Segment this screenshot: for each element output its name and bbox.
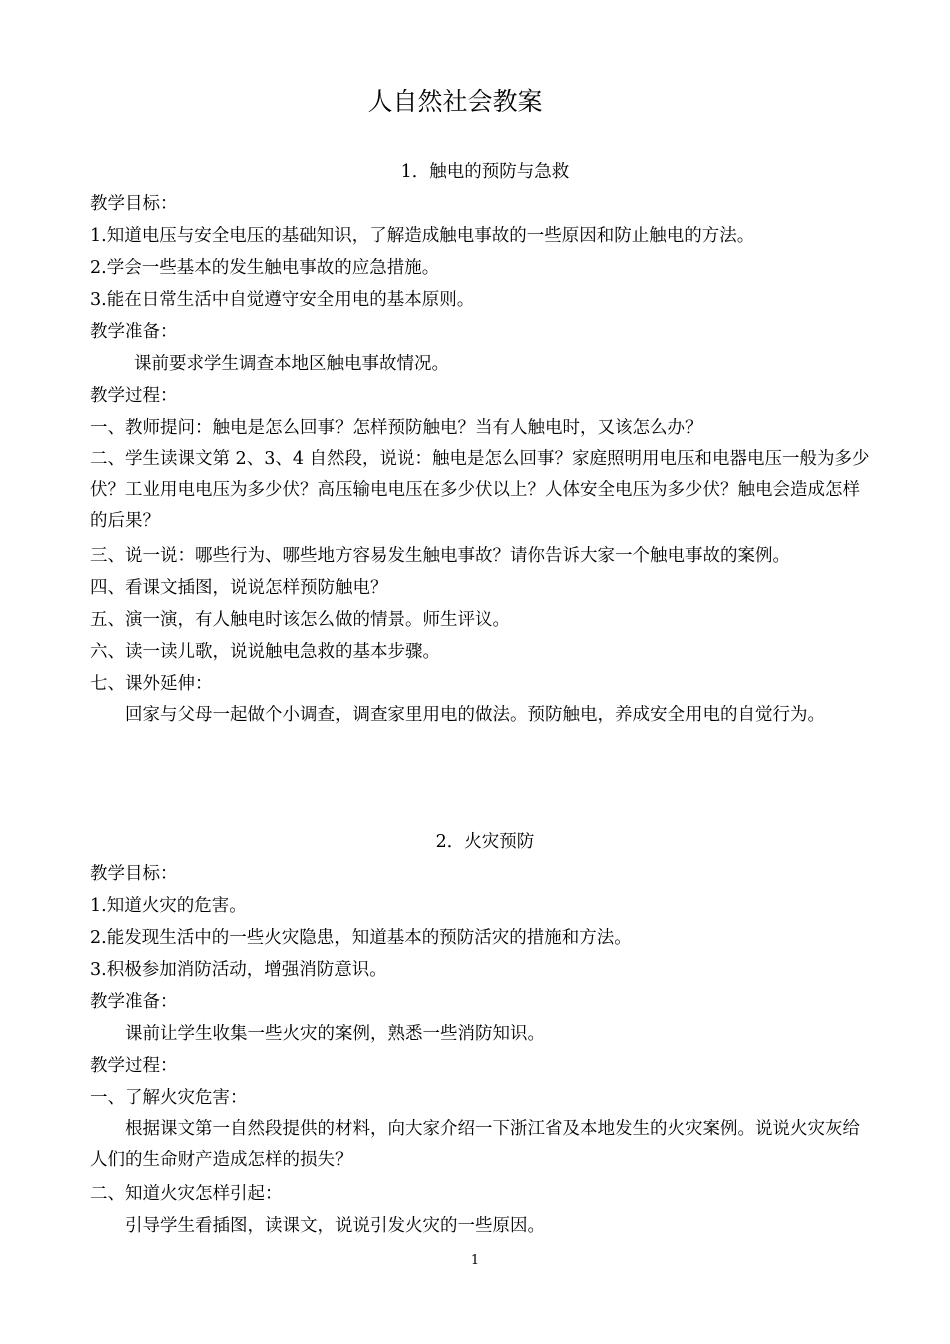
lesson2-goals-label: 教学目标： [90,864,178,884]
lesson1-extension-text: 回家与父母一起做个小调查，调查家里用电的做法。预防触电，养成安全用电的自觉行为。 [125,705,825,725]
lesson2-heading: 2．火灾预防 [435,832,535,852]
lesson2-goal-3: 3.积极参加消防活动，增强消防意识。 [90,960,387,980]
lesson2-prep-text: 课前让学生收集一些火灾的案例，熟悉一些消防知识。 [125,1024,545,1044]
lesson1-step-5: 五、演一演，有人触电时该怎么做的情景。师生评议。 [90,610,510,630]
page-number: 1 [470,1253,480,1268]
lesson2-step2-label: 二、知道火灾怎样引起： [90,1184,283,1204]
lesson2-step2-text: 引导学生看插图，读课文，说说引发火灾的一些原因。 [125,1216,545,1236]
lesson1-prep-label: 教学准备： [90,322,178,342]
lesson1-step-6: 六、读一读儿歌，说说触电急救的基本步骤。 [90,642,440,662]
lesson1-step-2: 二、学生读课文第 2、3、4 自然段，说说：触电是怎么回事？家庭照明用电压和电器电压一般为多少伏？工业用电电压为多少伏？高压输电电压在多少伏以上？人体安全电压为多少伏？触电会造成怎样的后果？ [90,449,870,531]
lesson1-goal-3: 3.能在日常生活中自觉遵守安全用电的基本原则。 [90,290,475,310]
lesson1-goals-label: 教学目标： [90,194,178,214]
lesson1-prep-text: 课前要求学生调查本地区触电事故情况。 [134,354,449,374]
lesson2-process-label: 教学过程： [90,1056,178,1076]
lesson1-step-3: 三、说一说：哪些行为、哪些地方容易发生触电事故？请你告诉大家一个触电事故的案例。 [90,546,790,566]
lesson2-step1-label: 一、了解火灾危害： [90,1088,248,1108]
document-title: 人自然社会教案 [367,87,543,116]
lesson2-step1-text: 根据课文第一自然段提供的材料，向大家介绍一下浙江省及本地发生的火灾案例。说说火灾灰给人们的生命财产造成怎样的损失？ [90,1119,860,1170]
lesson1-process-label: 教学过程： [90,386,178,406]
lesson1-step-7: 七、课外延伸： [90,674,213,694]
lesson2-goal-2: 2.能发现生活中的一些火灾隐患，知道基本的预防活灾的措施和方法。 [90,928,632,948]
lesson1-goal-1: 1.知道电压与安全电压的基础知识，了解造成触电事故的一些原因和防止触电的方法。 [90,226,755,246]
lesson2-goal-1: 1.知道火灾的危害。 [90,896,247,916]
lesson1-step-1: 一、教师提问：触电是怎么回事？怎样预防触电？当有人触电时，又该怎么办？ [90,418,703,438]
lesson1-goal-2: 2.学会一些基本的发生触电事故的应急措施。 [90,258,440,278]
lesson1-heading: 1．触电的预防与急救 [400,162,570,182]
lesson2-prep-label: 教学准备： [90,992,178,1012]
lesson1-step-4: 四、看课文插图，说说怎样预防触电？ [90,578,388,598]
